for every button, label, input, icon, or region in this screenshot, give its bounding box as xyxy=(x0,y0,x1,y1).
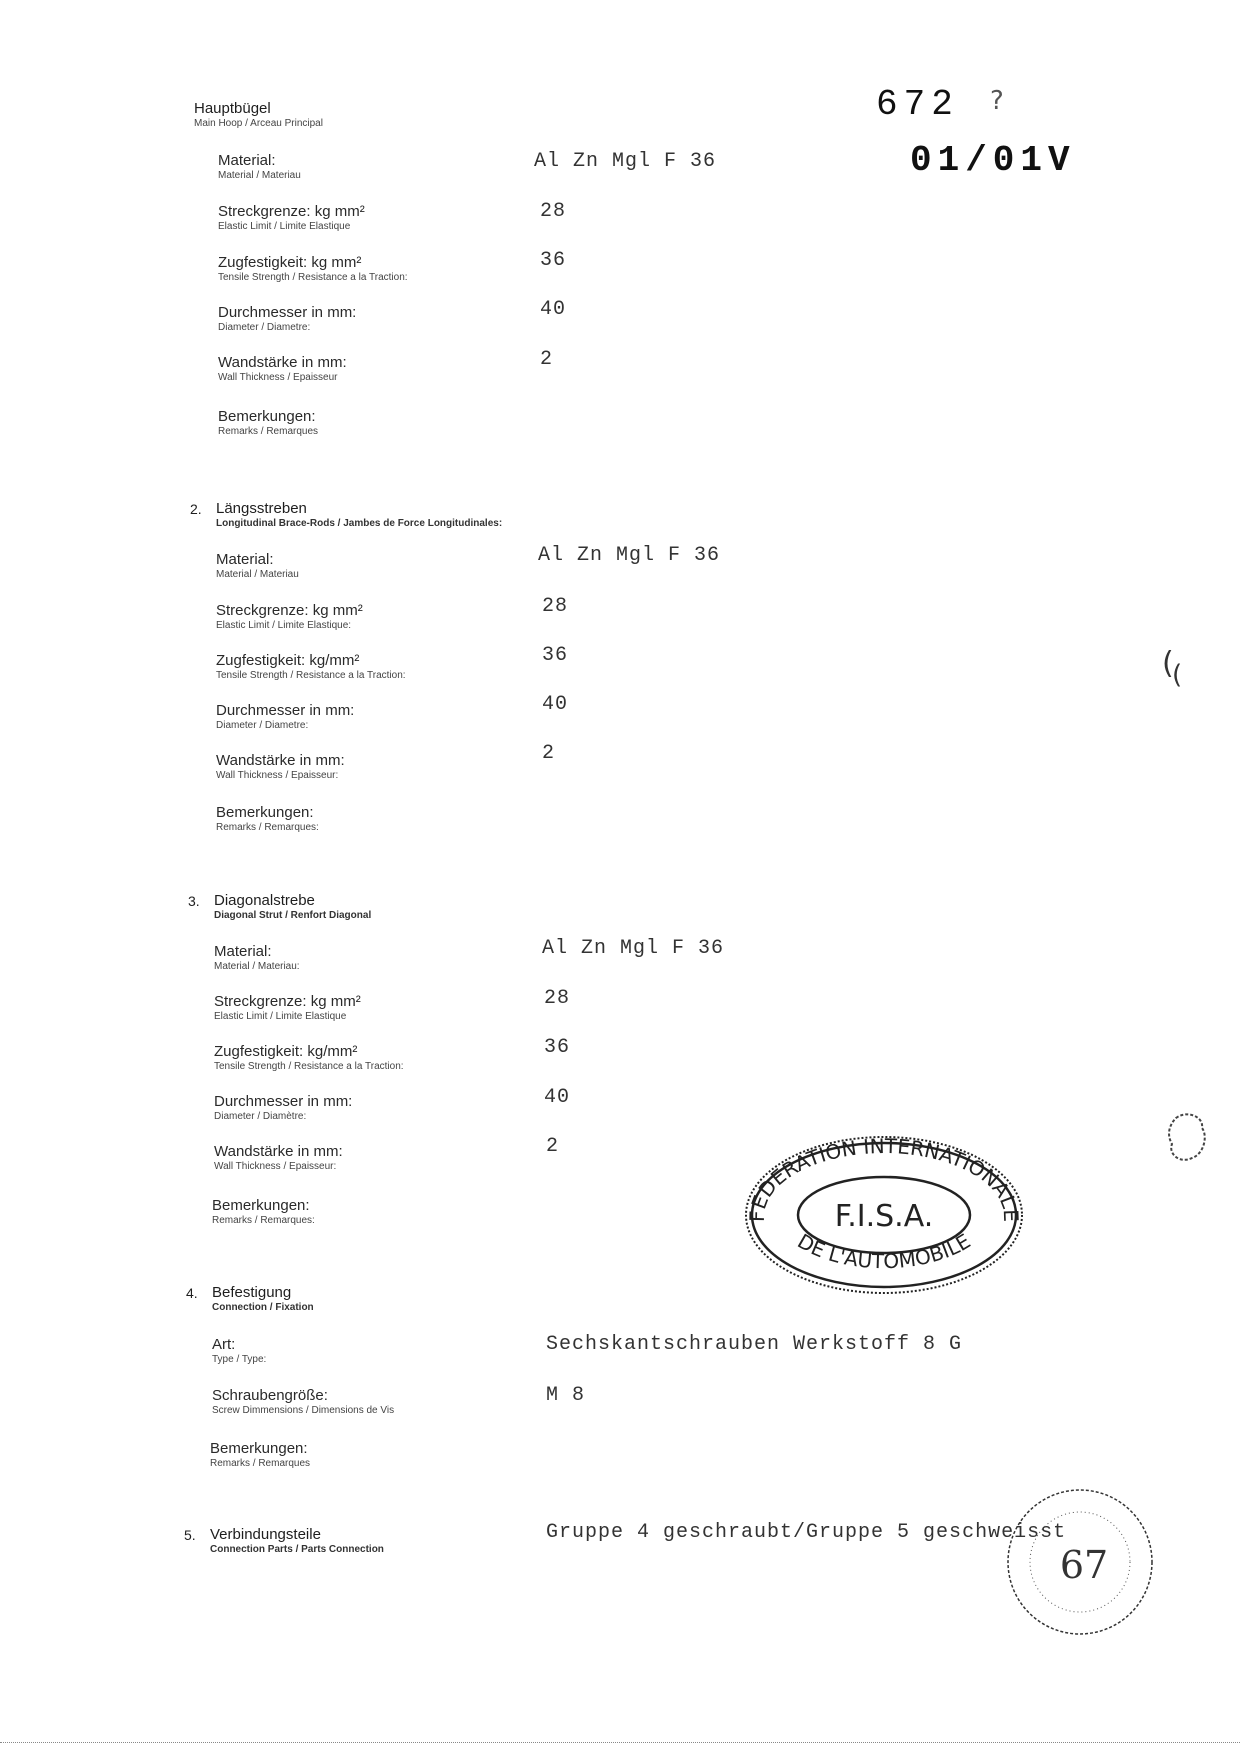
field-label: Durchmesser in mm: xyxy=(214,1093,353,1110)
field-label: Bemerkungen: xyxy=(210,1440,308,1457)
section-1-heading xyxy=(194,100,323,129)
section-3-number: 3. xyxy=(188,893,200,909)
margin-mark-icon: ( xyxy=(1172,660,1183,690)
section-5-title: Verbindungsteile xyxy=(210,1526,321,1543)
field-sublabel: Remarks / Remarques: xyxy=(212,1215,315,1226)
s2-field-streckgrenze xyxy=(216,602,363,631)
document-number-mark: ? xyxy=(990,86,1004,116)
field-label: Zugfestigkeit: kg/mm² xyxy=(216,652,360,669)
document-number-top: 672 xyxy=(876,84,959,125)
field-label: Wandstärke in mm: xyxy=(218,354,347,371)
margin-mark-icon: ( xyxy=(1162,646,1174,681)
s1-value-zugfestigkeit: 36 xyxy=(540,249,567,272)
field-sublabel: Elastic Limit / Limite Elastique: xyxy=(216,620,352,631)
section-1-subtitle: Main Hoop / Arceau Principal xyxy=(194,118,323,129)
s3-field-zugfestigkeit xyxy=(214,1043,404,1072)
section-5-subtitle: Connection Parts / Parts Connection xyxy=(210,1544,384,1555)
document-number-bottom: 01/01V xyxy=(910,140,1076,181)
s3-field-wandstaerke xyxy=(214,1143,343,1172)
field-label: Bemerkungen: xyxy=(212,1197,310,1214)
section-3-heading xyxy=(188,892,372,921)
section-2-heading xyxy=(190,500,503,529)
field-label: Art: xyxy=(212,1336,236,1353)
field-sublabel: Tensile Strength / Resistance a la Traction: xyxy=(218,272,408,283)
page-edge-dotted-line xyxy=(0,1742,1240,1743)
s2-field-bemerkungen xyxy=(216,804,319,833)
field-label: Wandstärke in mm: xyxy=(216,752,345,769)
s4-value-art: Sechskantschrauben Werkstoff 8 G xyxy=(546,1333,963,1356)
field-sublabel: Remarks / Remarques: xyxy=(216,822,319,833)
field-sublabel: Screw Dimmensions / Dimensions de Vis xyxy=(212,1405,395,1416)
section-3-title: Diagonalstrebe xyxy=(214,892,315,909)
s2-value-zugfestigkeit: 36 xyxy=(542,644,569,667)
section-5-heading xyxy=(184,1526,384,1555)
s4-value-schraubengroesse: M 8 xyxy=(546,1384,586,1407)
field-sublabel: Diameter / Diamètre: xyxy=(214,1111,307,1122)
s2-field-zugfestigkeit xyxy=(216,652,406,681)
s1-field-durchmesser xyxy=(218,304,356,333)
s3-value-durchmesser: 40 xyxy=(544,1086,571,1109)
s3-value-streckgrenze: 28 xyxy=(544,987,571,1010)
round-stamp-number: 67 xyxy=(1059,1543,1109,1587)
field-label: Streckgrenze: kg mm² xyxy=(218,203,365,220)
fisa-stamp xyxy=(740,1125,1028,1301)
field-sublabel: Remarks / Remarques xyxy=(218,426,319,437)
s2-value-streckgrenze: 28 xyxy=(542,595,569,618)
field-sublabel: Tensile Strength / Resistance a la Traction: xyxy=(216,670,406,681)
field-sublabel: Diameter / Diametre: xyxy=(216,720,309,731)
field-sublabel: Wall Thickness / Epaisseur xyxy=(218,372,338,383)
section-4-subtitle: Connection / Fixation xyxy=(212,1302,314,1313)
stamp-center-text: F.I.S.A. xyxy=(834,1199,934,1234)
s2-field-wandstaerke xyxy=(216,752,345,781)
field-label: Material: xyxy=(214,943,272,960)
s2-value-material: Al Zn Mgl F 36 xyxy=(538,544,721,567)
field-label: Wandstärke in mm: xyxy=(214,1143,343,1160)
section-3-subtitle: Diagonal Strut / Renfort Diagonal xyxy=(214,910,372,921)
field-sublabel: Diameter / Diametre: xyxy=(218,322,311,333)
field-sublabel: Material / Materiau xyxy=(216,569,299,580)
section-4-number: 4. xyxy=(186,1285,198,1301)
field-label: Material: xyxy=(218,152,276,169)
field-sublabel: Material / Materiau xyxy=(218,170,301,181)
s5-value: Gruppe 4 geschraubt/Gruppe 5 geschweisst xyxy=(546,1521,1067,1544)
section-1-title: Hauptbügel xyxy=(194,100,271,117)
s4-field-schraubengroesse xyxy=(212,1387,394,1416)
field-label: Zugfestigkeit: kg/mm² xyxy=(214,1043,358,1060)
margin-blot-icon xyxy=(1164,1110,1210,1166)
field-sublabel: Elastic Limit / Limite Elastique xyxy=(214,1011,347,1022)
field-label: Durchmesser in mm: xyxy=(218,304,357,321)
s2-value-wandstaerke: 2 xyxy=(542,742,556,765)
s1-value-material: Al Zn Mgl F 36 xyxy=(534,150,717,173)
s1-field-streckgrenze xyxy=(218,203,365,232)
field-sublabel: Wall Thickness / Epaisseur: xyxy=(216,770,339,781)
section-5-number: 5. xyxy=(184,1527,196,1543)
field-label: Zugfestigkeit: kg mm² xyxy=(218,254,362,271)
s3-field-bemerkungen xyxy=(212,1197,315,1226)
round-stamp xyxy=(1000,1482,1160,1642)
field-sublabel: Wall Thickness / Epaisseur: xyxy=(214,1161,337,1172)
section-2-title: Längsstreben xyxy=(216,500,307,517)
s4-field-bemerkungen xyxy=(210,1440,310,1469)
field-sublabel: Elastic Limit / Limite Elastique xyxy=(218,221,351,232)
section-2-number: 2. xyxy=(190,501,202,517)
s4-field-art xyxy=(212,1336,266,1365)
field-label: Streckgrenze: kg mm² xyxy=(214,993,361,1010)
s2-field-durchmesser xyxy=(216,702,354,731)
s3-field-durchmesser xyxy=(214,1093,352,1122)
field-sublabel: Remarks / Remarques xyxy=(210,1458,311,1469)
s3-field-streckgrenze xyxy=(214,993,361,1022)
field-sublabel: Tensile Strength / Resistance a la Traction: xyxy=(214,1061,404,1072)
s1-field-material xyxy=(218,152,301,181)
s1-field-bemerkungen xyxy=(218,408,318,437)
section-4-title: Befestigung xyxy=(212,1284,292,1301)
field-label: Streckgrenze: kg mm² xyxy=(216,602,363,619)
section-2-subtitle: Longitudinal Brace-Rods / Jambes de Force Longitudinales: xyxy=(216,518,503,529)
stamp-ring-top-text: FEDERATION INTERNATIONALE xyxy=(744,1133,1024,1223)
field-sublabel: Material / Materiau: xyxy=(214,961,300,972)
s1-field-zugfestigkeit xyxy=(218,254,408,283)
field-label: Durchmesser in mm: xyxy=(216,702,355,719)
s2-value-durchmesser: 40 xyxy=(542,693,569,716)
field-label: Material: xyxy=(216,551,274,568)
s3-value-material: Al Zn Mgl F 36 xyxy=(542,937,725,960)
s3-value-wandstaerke: 2 xyxy=(546,1135,560,1158)
s1-value-durchmesser: 40 xyxy=(540,298,567,321)
field-label: Bemerkungen: xyxy=(216,804,314,821)
s2-field-material xyxy=(216,551,299,580)
field-label: Bemerkungen: xyxy=(218,408,316,425)
s1-value-streckgrenze: 28 xyxy=(540,200,567,223)
s1-field-wandstaerke xyxy=(218,354,347,383)
s1-value-wandstaerke: 2 xyxy=(540,348,554,371)
stamp-ring-bottom-text: DE L'AUTOMOBILE xyxy=(793,1228,975,1274)
s3-field-material xyxy=(214,943,300,972)
s3-value-zugfestigkeit: 36 xyxy=(544,1036,571,1059)
field-label: Schraubengröße: xyxy=(212,1387,328,1404)
field-sublabel: Type / Type: xyxy=(212,1354,267,1365)
section-4-heading xyxy=(186,1284,314,1313)
